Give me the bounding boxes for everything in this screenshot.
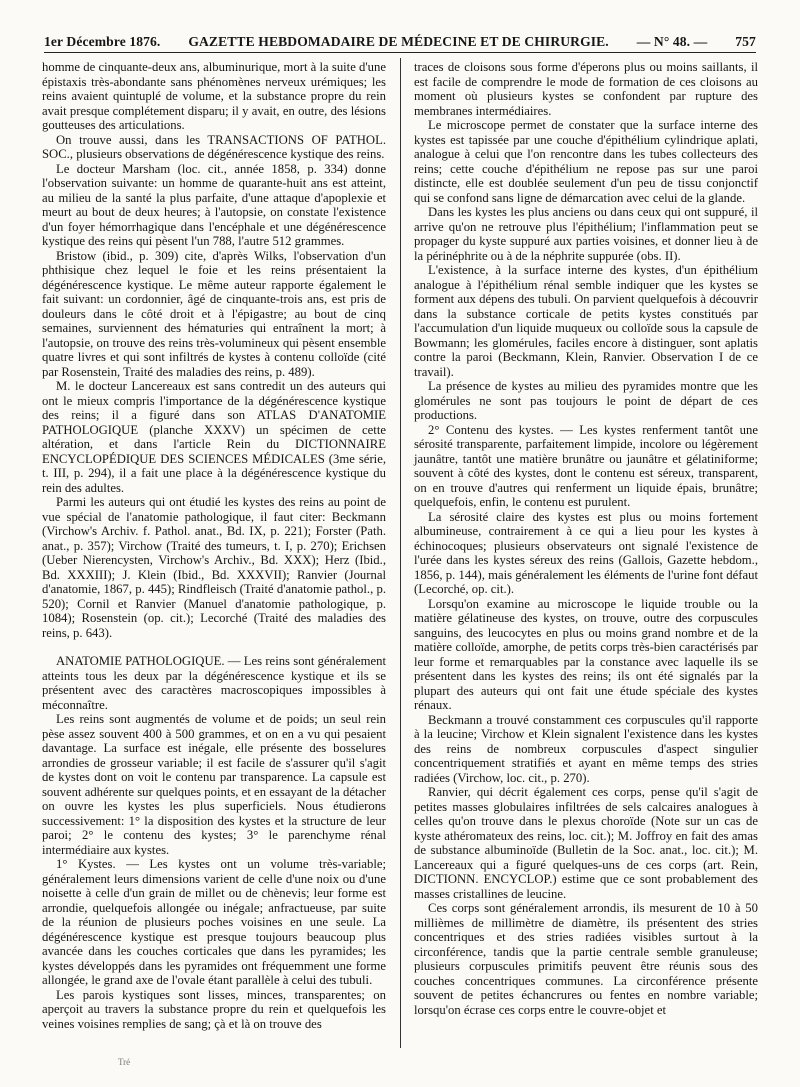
paragraph: L'existence, à la surface interne des kystes, d'un épithélium analogue à l'épithélium rénal semble indiquer que les kystes se forment aux dépens des tubuli. On parvient quelquefois à découvrir dans la substance corticale de petits kystes constitués par l'accumulation d'un liquide muqueux ou colloïde sous la capsule de Bowmann; les glomérules, faciles encore à distinguer, sont aplatis contre la paroi (Beckmann, Klein, Ranvier. Observation I de ce travail). [414,263,758,379]
paragraph: Les parois kystiques sont lisses, minces, transparentes; on aperçoit au travers la substance propre du rein et quelquefois les veines voisines remplies de sang; çà et là on trouve des [42,987,386,1031]
paragraph: Beckmann a trouvé constamment ces corpuscules qu'il rapporte à la leucine; Virchow et Klein signalent l'existence dans les kystes des reins de nombreux corpuscules d'aspect singulier concentriquement stratifiés et ayant en même temps des stries radiées (Virchow, loc. cit., p. 270). [414,712,758,785]
running-header [44,30,756,53]
paragraph: Dans les kystes les plus anciens ou dans ceux qui ont suppuré, il arrive qu'on ne retrouve plus l'épithélium; l'inflammation peut se propager du kyste suppuré aux parties voisines, et donner lieu à de la périnéphrite ou à de la néphrite suppurée (obs. II). [414,205,758,263]
paragraph: homme de cinquante-deux ans, albuminurique, mort à la suite d'une épistaxis très-abondante sans phénomènes nerveux urémiques; les reins avaient quintuplé de volume, et la substance propre du rein avait presque complétement disparu; il y avait, en outre, des lésions goutteuses des articulations. [42,60,386,132]
paragraph: Les reins sont augmentés de volume et de poids; un seul rein pèse assez souvent 400 à 500 grammes, et on en a vu qui pesaient davantage. La surface est inégale, elle présente des bosselures arrondies de grosseur variable; il est facile de s'assurer qu'il s'agit de kystes dont on voit le contenu par transparence. La capsule est souvent adhérente sur quelques points, et en essayant de la détacher on ouvre les kystes les plus superficiels. Nous étudierons successivement: 1° la disposition des kystes et la structure de leur paroi; 2° le contenu des kystes; 3° le parenchyme rénal intermédiaire aux kystes. [42,712,386,857]
printer-signature: Tré [118,1057,131,1067]
header-journal-title: GAZETTE HEBDOMADAIRE DE MÉDECINE ET DE CHIRURGIE. [188,34,609,49]
paragraph: Ces corps sont généralement arrondis, ils mesurent de 10 à 50 millièmes de millimètre de diamètre, ils présentent des stries concentriques et des stries radiées visibles surtout à la circonférence, tandis que la partie centrale semble granuleuse; plusieurs corpuscules primitifs peuvent être réunis sous des couches concentriques communes. La circonférence présente souvent de petites échancrures ou fentes en nombre variable; lorsqu'on écrase ces corps entre le couvre-objet et [414,901,758,1017]
paragraph: Bristow (ibid., p. 309) cite, d'après Wilks, l'observation d'un phthisique chez lequel le foie et les reins présentaient la dégénérescence kystique. Le même auteur rapporte également le fait suivant: un cordonnier, âgé de cinquante-trois ans, est pris de douleurs dans le côté droit et à l'épigastre; au bout de cinq semaines, surviennent des hématuries qui entraînent la mort; à l'autopsie, on trouve des reins très-volumineux qui pèsent ensemble quatre livres et qui sont infiltrés de kystes à contenu colloïde (cité par Rosenstein, Traité des maladies des reins, p. 489). [42,248,386,379]
header-date: 1er Décembre 1876. [44,34,161,49]
header-issue: — N° 48. — [636,34,708,49]
section-heading-paragraph: ANATOMIE PATHOLOGIQUE. — Les reins sont généralement atteints tous les deux par la dégénérescence kystique et ils se présentent avec des caractères macroscopiques impossibles à méconnaître. [42,654,386,712]
paragraph: Parmi les auteurs qui ont étudié les kystes des reins au point de vue spécial de l'anatomie pathologique, il faut citer: Beckmann (Virchow's Archiv. f. Pathol. anat., Bd. IX, p. 221); Forster (Path. anat., p. 357); Virchow (Traité des tumeurs, t. I, p. 270); Erichsen (Ueber Nierencysten, Virchow's Archiv., Bd. XXX); Herz (Ibid., Bd. XXXIII); J. Klein (Ibid., Bd. XXXVII); Ranvier (Journal d'anatomie, 1867, p. 445); Rindfleisch (Traité d'anatomie pathol., p. 520); Cornil et Ranvier (Manuel d'anatomie pathologique, p. 1084); Rosenstein (op. cit.); Lecorché (Traité des maladies des reins, p. 643). [42,495,386,640]
paragraph: La présence de kystes au milieu des pyramides montre que les glomérules ne sont pas toujours le point de départ de ces productions. [414,379,758,422]
paragraph: Le docteur Marsham (loc. cit., année 1858, p. 334) donne l'observation suivante: un homme de quarante-huit ans est atteint, au milieu de la santé la plus parfaite, d'une attaque d'apoplexie et meurt au bout de deux heures; à l'autopsie, on constate l'existence d'un foyer hémorrhagique dans l'encéphale et une dégénérescence kystique des reins qui pèsent l'un 788, l'autre 512 grammes. [42,161,386,248]
paragraph: 1° Kystes. — Les kystes ont un volume très-variable; généralement leurs dimensions varient de celle d'une noix ou d'une noisette à celle d'un grain de millet ou de chènevis; leur forme est arrondie, quelquefois allongée ou inégale; anfractueuse, par suite de la réunion de plusieurs poches voisines en une seule. La dégénérescence kystique est presque toujours beaucoup plus avancée dans les couches corticales que dans les pyramides; les kystes développés dans les pyramides ont fréquemment une forme allongée, le grand axe de l'ovale étant parallèle à celui des tubuli. [42,857,386,987]
paragraph: 2° Contenu des kystes. — Les kystes renferment tantôt une sérosité transparente, parfaitement limpide, incolore ou légèrement jaunâtre, tantôt une matière brunâtre ou jaunâtre et gélatiniforme; souvent à côté des kystes, dont le contenu est séreux, transparent, on en trouve d'autres qui renferment un liquide épais, brunâtre; quelquefois, enfin, le contenu est purulent. [414,422,758,509]
paragraph: La sérosité claire des kystes est plus ou moins fortement albumineuse, contrairement à ce qui a lieu pour les kystes à échinocoques; plusieurs observateurs ont signalé l'existence de l'urée dans les kystes séreux des reins (Gallois, Gazette hebdom., 1856, p. 144), mais généralement les éléments de l'urine font défaut (Lecorché, op. cit.). [414,509,758,596]
paragraph: Le microscope permet de constater que la surface interne des kystes est tapissée par une couche d'épithélium cylindrique aplati, analogue à celui que l'on rencontre dans les tubes collecteurs des reins; cette couche d'épithélium ne repose pas sur une paroi distincte, elle est doublée seulement d'un peu de tissu conjonctif qui se confond sans ligne de démarcation avec celui de la glande. [414,118,758,205]
paragraph: Lorsqu'on examine au microscope le liquide trouble ou la matière gélatineuse des kystes, on trouve, outre des corpuscules sanguins, des leucocytes en plus ou moins grand nombre et de la matière colloïde, amorphe, de petits corps très-bien caractérisés par leur forme et remarquables par la constance avec laquelle ils se présentent dans les kystes des reins; ils ont été signalés par la plupart des auteurs qui ont fait une étude spéciale des kystes rénaux. [414,596,758,712]
paragraph: M. le docteur Lancereaux est sans contredit un des auteurs qui ont le mieux compris l'importance de la dégénérescence kystique des reins; il a figuré dans son ATLAS D'ANATOMIE PATHOLOGIQUE (planche XXXV) un spécimen de cette altération, et dans l'article Rein du DICTIONNAIRE ENCYCLOPÉDIQUE DES SCIENCES MÉDICALES (3me série, t. III, p. 294), il a fait une place à la dégénérescence kystique du rein des adultes. [42,379,386,495]
column-divider [400,58,401,1048]
paragraph: traces de cloisons sous forme d'éperons plus ou moins saillants, il est facile de comprendre le mode de formation de ces cloisons au moment où plusieurs kystes se confondent par rupture des membranes intermédiaires. [414,60,758,118]
right-column [414,60,758,1017]
paragraph: Ranvier, qui décrit également ces corps, pense qu'il s'agit de petites masses globulaires infiltrées de sels calcaires analogues à celles qu'on trouve dans le plexus choroïde (Note sur un cas de kyste athéromateux des reins, loc. cit.); M. Joffroy en fait des amas de substance albuminoïde (Bulletin de la Soc. anat., loc. cit.); M. Lancereaux qui a figuré quelques-uns de ces corps (art. Rein, DICTIONN. ENCYCLOP.) estime que ce sont probablement des masses cristallines de leucine. [414,785,758,901]
paragraph: On trouve aussi, dans les TRANSACTIONS OF PATHOL. SOC., plusieurs observations de dégénérescence kystique des reins. [42,132,386,161]
left-column [42,60,386,1031]
header-page-number: 757 [735,34,756,49]
